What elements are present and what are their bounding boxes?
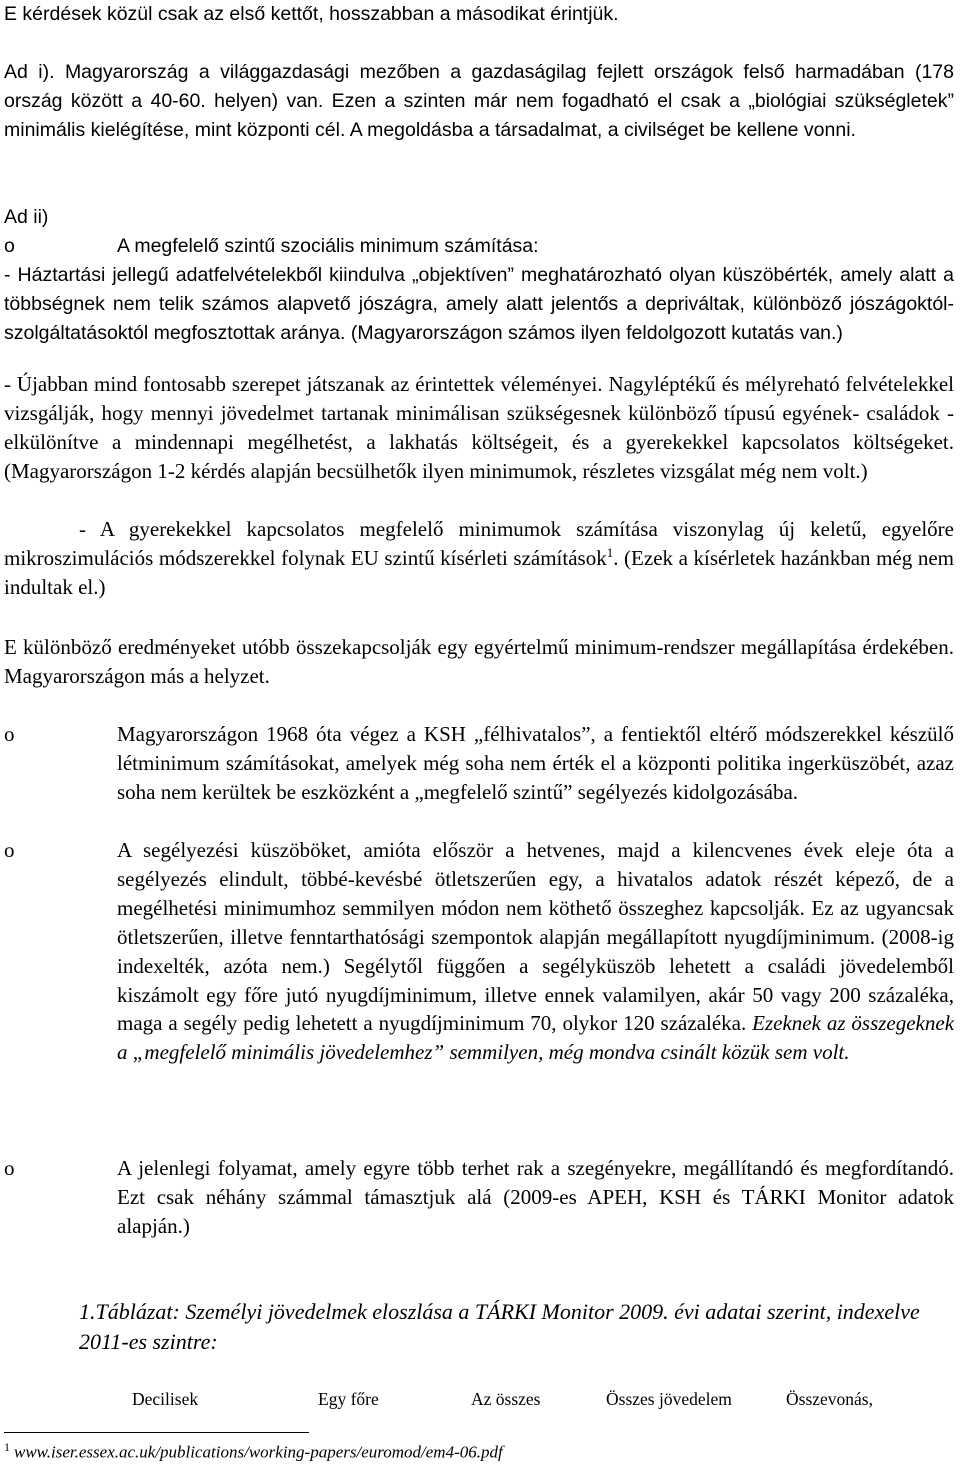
ad-ii-para-1-text: - Háztartási jellegű adatfelvételekből kiindulva „objektíven” meghatározható olyan küszöbérték, amely alatt a többségnek nem telik számos alapvető jószágra, amely alatt jelentős a depriváltak, különböző jószágoktól-szolgáltatásoktól megfosztottak aránya. (Magyarországon számos ilyen feldolgozott kutatás van.) bbox=[4, 264, 954, 344]
ad-ii-bullet bbox=[4, 232, 954, 261]
intro-paragraph bbox=[4, 0, 954, 29]
bullet-text: A jelenlegi folyamat, amely egyre több terhet rak a szegényekre, megállítandó és megfordítandó. Ezt csak néhány számmal támasztjuk alá (2009-es APEH, KSH és TÁRKI Monitor adatok alapján.) bbox=[117, 1156, 954, 1238]
table-header-row bbox=[4, 1389, 954, 1413]
table-header-cell: Az összes bbox=[471, 1389, 541, 1409]
footnote-reference: 1 bbox=[606, 544, 614, 560]
bullet-italic-text: Ezeknek az összegeknek a „megfelelő minimális jövedelemhez” semmilyen, még mondva csinált közük sem volt. bbox=[117, 1011, 955, 1065]
ad-i-text: Ad i). Magyarország a világgazdasági mezőben a gazdaságilag fejlett országok felső harmadában (178 ország között a 40-60. helyen) van. Ezen a szinten már nem fogadható el csak a „biológiai szükségletek” minimális kielégítése, mint központi cél. A megoldásba a társadalmat, a civilséget be kellene vonni. bbox=[4, 61, 954, 141]
bullet-text bbox=[117, 836, 954, 1067]
combine-paragraph bbox=[4, 633, 954, 691]
ad-ii-para-2 bbox=[4, 370, 954, 486]
ad-ii-para-3-text bbox=[4, 515, 954, 602]
bullet-body-text: A segélyezési küszöböket, amióta először a hetvenes, majd a kilencvenes évek eleje óta a segélyezés elindult, többé-kevésbé ötletszerűen egy, a hivatalos adatok részét képező, de a megélhetési minimumhoz semmilyen módon nem köthető összeghez kapcsolják. Ez az ugyancsak ötletszerűen, illetve fenntarthatósági szempontok alapján megállapított nyugdíjminimum. (2008-ig indexelték, azóta nem.) Segélytől függően a segélyküszöb lehetett a családi jövedelemből kiszámolt egy főre jutó nyugdíjminimum, illetve ennek valamilyen, akár 50 vagy 200 százaléka, maga a segély pedig lehetett a nyugdíjminimum 70, olykor 120 százaléka. bbox=[117, 838, 954, 1036]
ad-ii-para-2-text: - Újabban mind fontosabb szerepet játszanak az érintettek véleményei. Nagyléptékű és mélyreható felvételekkel vizsgálják, hogy mennyi jövedelmet tartanak minimálisan szükségesnek különböző típusú egyének- családok - elkülönítve a mindennapi megélhetést, a lakhatás költségeit, és a gyerekekkel kapcsolatos költségeket. (Magyarországon 1-2 kérdés alapján becsülhetők ilyen minimumok, részletes vizsgálat még nem volt.) bbox=[4, 372, 954, 483]
ad-ii-bullet-text: A megfelelő szintű szociális minimum számítása: bbox=[117, 235, 539, 257]
bullet-marker: o bbox=[4, 235, 15, 257]
combine-text: E különböző eredményeket utóbb összekapcsolják egy egyértelmű minimum-rendszer megállapítása érdekében. Magyarországon más a helyzet. bbox=[4, 635, 954, 688]
ad-ii-para-3 bbox=[4, 515, 954, 602]
table-header-cell: Egy főre bbox=[318, 1389, 379, 1409]
ad-ii-section bbox=[4, 203, 954, 232]
table-header-cell: Összevonás, bbox=[786, 1389, 873, 1409]
ad-ii-para-3-a: - A gyerekekkel kapcsolatos megfelelő minimumok számítása viszonylag új keletű, egyelőre mikroszimulációs módszerekkel folynak EU szintű kísérleti számítások bbox=[4, 517, 954, 570]
table-header-cell: Összes jövedelem bbox=[606, 1389, 732, 1409]
table-header-cell: Decilisek bbox=[132, 1389, 199, 1409]
table-title: 1.Táblázat: Személyi jövedelmek eloszlása a TÁRKI Monitor 2009. évi adatai szerint, indexelve 2011-es szintre: bbox=[79, 1299, 920, 1354]
ad-ii-para-1 bbox=[4, 261, 954, 348]
footnote-number: 1 bbox=[4, 1440, 10, 1454]
bullet-text: Magyarországon 1968 óta végez a KSH „félhivatalos”, a fentiektől eltérő módszerekkel készülő létminimum számításokat, amelyek még soha nem érték el a központi politika ingerküszöbét, azaz soha nem kerültek be eszközként a „megfelelő szintű” segélyezés kidolgozásába. bbox=[117, 722, 954, 804]
ad-ii-para-3-b: . (Ezek a kísérletek hazánkban még nem indultak el.) bbox=[4, 545, 955, 599]
ad-i-section bbox=[4, 58, 954, 145]
bullet-marker: o bbox=[4, 722, 15, 746]
footnote-link[interactable]: www.iser.essex.ac.uk/publications/working-papers/euromod/em4-06.pdf bbox=[14, 1442, 503, 1462]
footnote-divider bbox=[4, 1432, 309, 1433]
intro-text: E kérdések közül csak az első kettőt, hosszabban a másodikat érintjük. bbox=[4, 3, 619, 25]
bullet-item bbox=[4, 1154, 954, 1241]
bullet-item bbox=[4, 720, 954, 807]
bullet-marker: o bbox=[4, 838, 15, 862]
footnote bbox=[4, 1440, 503, 1463]
bullet-item bbox=[4, 836, 954, 1067]
bullet-marker: o bbox=[4, 1156, 15, 1180]
ad-ii-heading: Ad ii) bbox=[4, 206, 49, 228]
